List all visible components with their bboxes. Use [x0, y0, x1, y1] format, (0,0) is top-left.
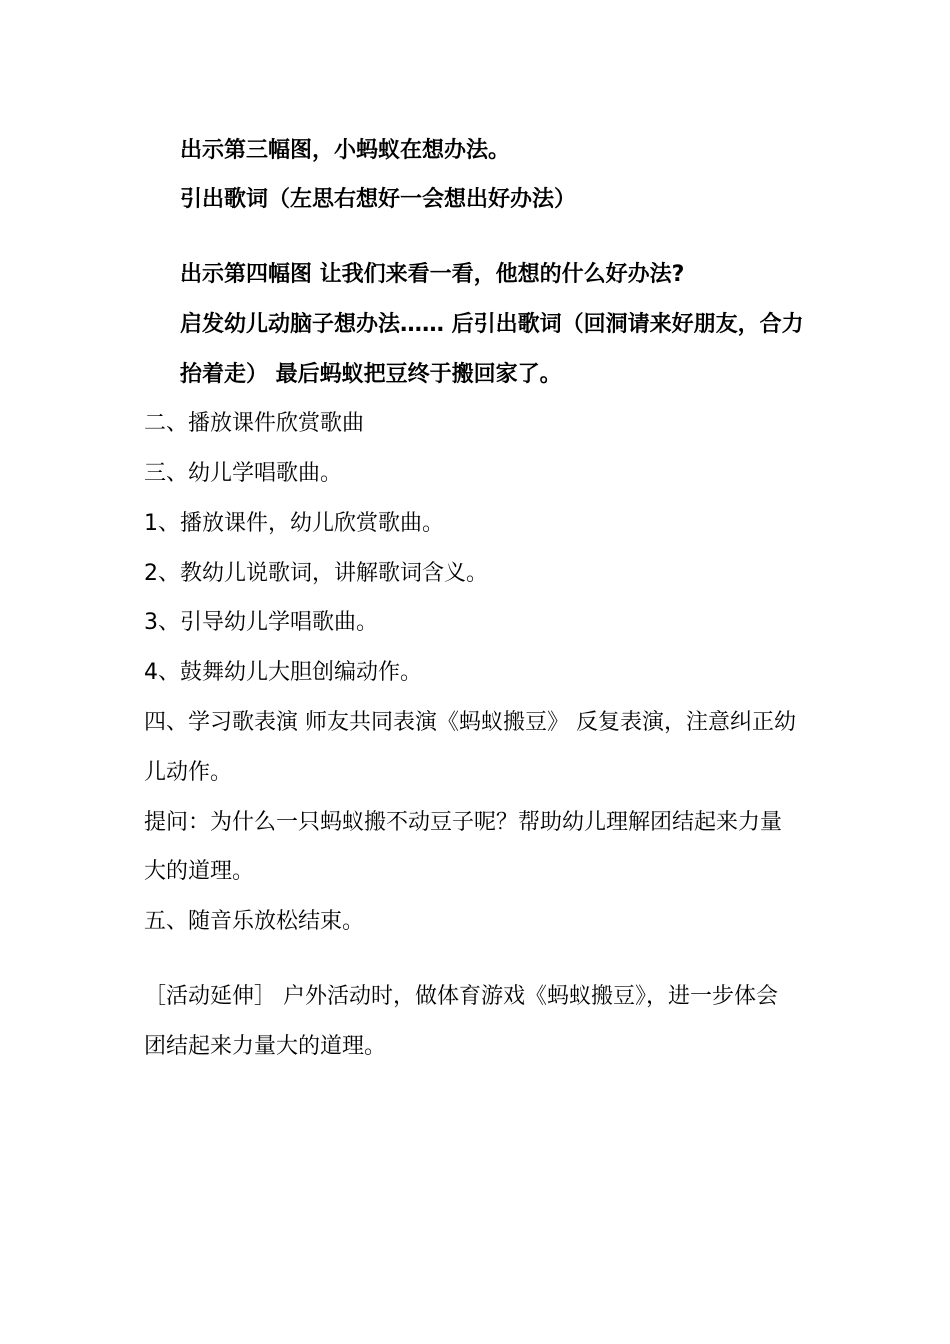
text-line: 启发幼儿动脑子想办法…… 后引出歌词（回洞请来好朋友，合力 — [180, 312, 804, 337]
text-line: 4、鼓舞幼儿大胆创编动作。 — [144, 660, 422, 685]
text-line: 提问：为什么一只蚂蚁搬不动豆子呢？帮助幼儿理解团结起来力量 — [144, 810, 783, 835]
text-line: 团结起来力量大的道理。 — [144, 1034, 387, 1059]
text-line: 抬着走） 最后蚂蚁把豆终于搬回家了。 — [180, 362, 562, 387]
text-line: 出示第三幅图，小蚂蚁在想办法。 — [180, 138, 511, 163]
text-line: 3、引导幼儿学唱歌曲。 — [144, 610, 378, 635]
text-line: 大的道理。 — [144, 859, 255, 884]
text-line: 出示第四幅图 让我们来看一看，他想的什么好办法? — [180, 262, 685, 287]
text-line: 五、随音乐放松结束。 — [144, 909, 365, 934]
text-line: ［活动延伸］ 户外活动时，做体育游戏《蚂蚁搬豆》，进一步体会 — [144, 984, 778, 1009]
text-line: 二、播放课件欣赏歌曲 — [144, 411, 365, 436]
text-line: 四、学习歌表演 师友共同表演《蚂蚁搬豆》 反复表演，注意纠正幼 — [144, 710, 796, 735]
text-line: 引出歌词（左思右想好一会想出好办法） — [180, 187, 577, 212]
text-line: 三、幼儿学唱歌曲。 — [144, 461, 343, 486]
text-line: 1、播放课件，幼儿欣赏歌曲。 — [144, 511, 444, 536]
text-line: 2、教幼儿说歌词，讲解歌词含义。 — [144, 561, 488, 586]
text-line: 儿动作。 — [144, 760, 233, 785]
